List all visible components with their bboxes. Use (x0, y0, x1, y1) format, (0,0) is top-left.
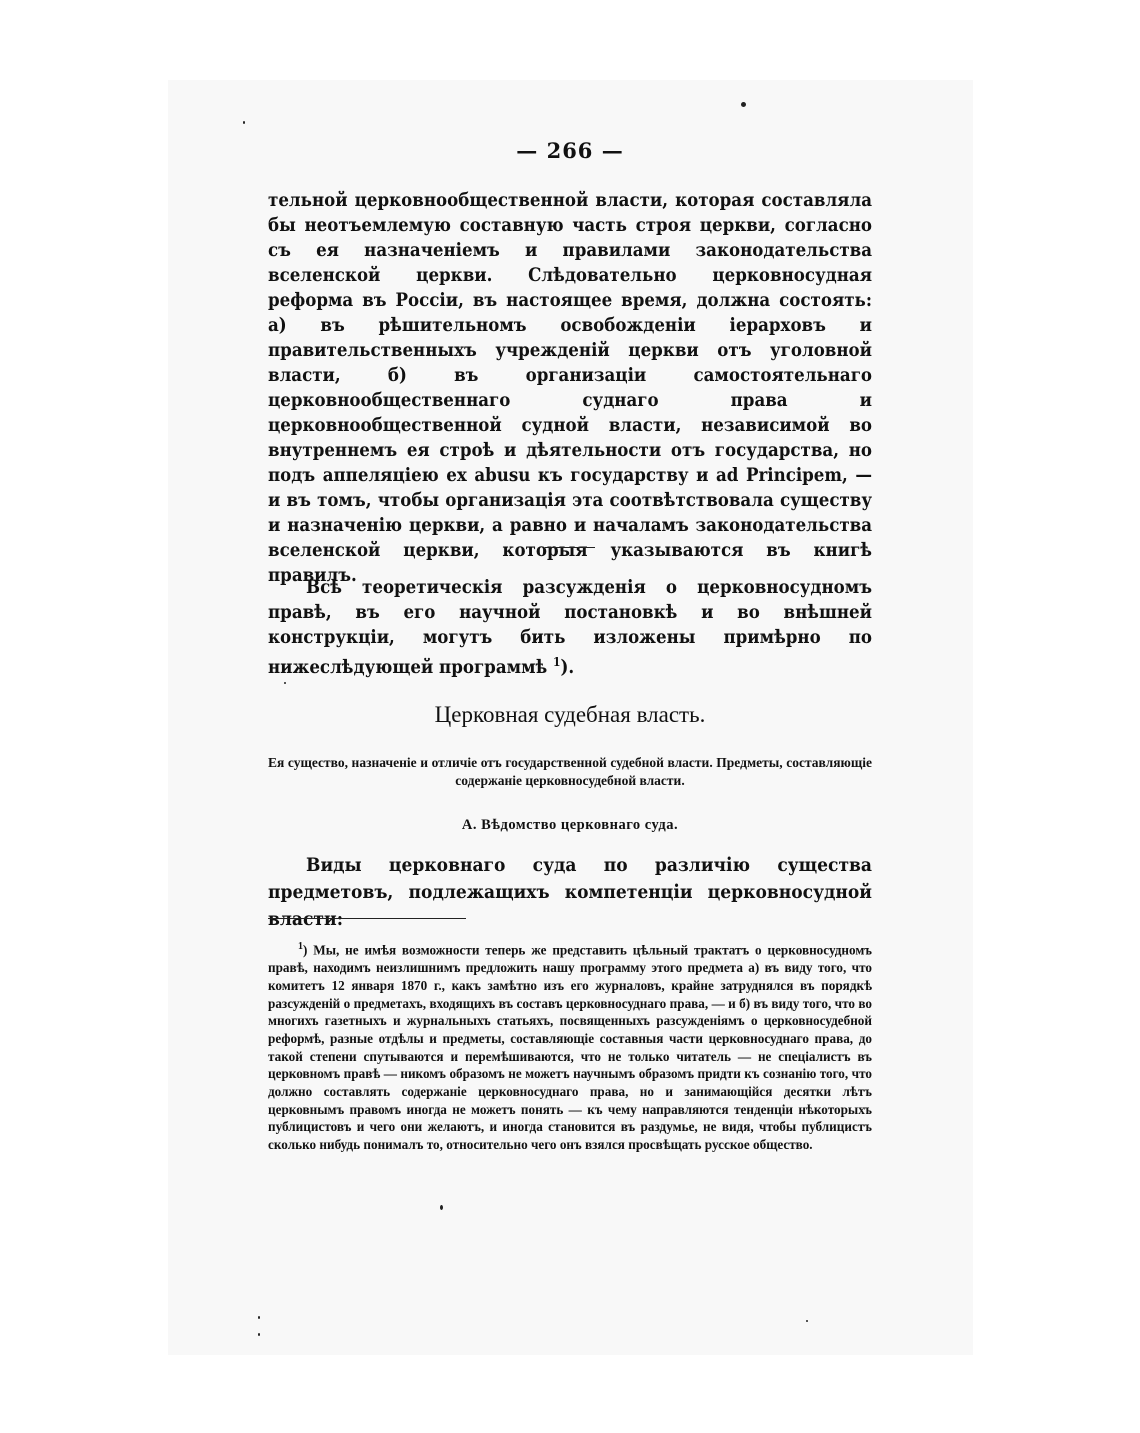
footnote-reference: 1 (553, 655, 561, 669)
scan-speck (258, 1333, 260, 1336)
paragraph-2-end: ). (560, 657, 575, 679)
scan-speck (258, 1316, 260, 1319)
footnote (268, 938, 872, 1154)
paragraph-2-text: Всѣ теоретическія разсужденія о церковносудномъ правѣ, въ его научной постановкѣ и во внѣшней конструкціи, могутъ бить изложены примѣрно по нижеслѣдующей программѣ (268, 577, 872, 679)
scan-speck (440, 1205, 443, 1210)
scan-speck (741, 102, 746, 107)
scan-speck (284, 682, 286, 684)
body-paragraph-1: тельной церковнообщественной власти, которая составляла бы неотъемлемую составную часть строя церкви, согласно съ ея назначеніемъ и правилами законодательства вселенской церкви. Слѣдовательно церковносудная реформа въ Россіи, въ настоящее время, должна состоять: а) въ рѣшительномъ освобожденіи іерарховъ и правительственныхъ учрежденій церкви отъ уголовной власти, б) въ организаціи самостоятельнаго церковнообщественнаго суднаго права и церковнообщественной судной власти, независимой во внутреннемъ ея строѣ и дѣятельности отъ государства, но подъ аппеляціею ex abusu къ государству и ad Principem, — и въ томъ, чтобы организація эта соотвѣтствовала существу и назначенію церкви, а равно и началамъ законодательства вселенской церкви, которыя указываются въ книгѣ правилъ. (268, 190, 872, 586)
footnote-marker: 1 (298, 941, 303, 952)
footnote-text: ) Мы, не имѣя возможности теперь же представить цѣльный трактатъ о церковносудномъ правѣ, находимъ неизлишнимъ предложить нашу программу этого предмета а) въ виду того, что комитетъ 12 января 1870 г., какъ замѣтно изъ его журналовъ, крайне затруднялся въ порядкѣ разсужденій о предметахъ, входящихъ въ составъ церковносуднаго права, — и б) въ виду того, что во многихъ газетныхъ и журнальныхъ статьяхъ, посвященныхъ разсужденіямъ о церковносудебной реформѣ, разные отдѣлы и предметы, составляющіе составныя части церковносуднаго права, до такой степени спутываются и перемѣшиваются, что не только читатель — не спеціалистъ въ церковномъ правѣ — никомъ образомъ не можетъ научнымъ образомъ придти къ сознанію того, что должно составлять содержаніе церковносуднаго права, но и занимающійся десятки лѣтъ церковнымъ правомъ иногда не можетъ понять — къ чему направляются тенденціи нѣкоторыхъ публицистовъ и чего они желаютъ, и иногда становится въ раздумье, не видя, чтобы публицистъ сколько нибудь понималъ то, относительно чего онъ взялся просвѣщать русское общество. (268, 942, 872, 1153)
section-title: А. Вѣдомство церковнаго суда. (461, 817, 679, 833)
footnote-divider (268, 918, 466, 919)
chapter-subheading: Ея существо, назначеніе и отличіе отъ государственной судебной власти. Предметы, составляющіе содержаніе церковносудебной власти. (268, 755, 872, 788)
scan-speck (243, 121, 245, 124)
body-paragraph-3: Виды церковнаго суда по различію существа предметовъ, подлежащихъ компетенціи церковносудной власти: (268, 854, 872, 930)
section-divider (545, 547, 595, 548)
scan-speck (806, 1320, 808, 1322)
body-paragraph-2 (268, 575, 872, 680)
chapter-heading: Церковная судебная власть. (434, 702, 706, 727)
page-number: — 266 — (516, 138, 624, 163)
